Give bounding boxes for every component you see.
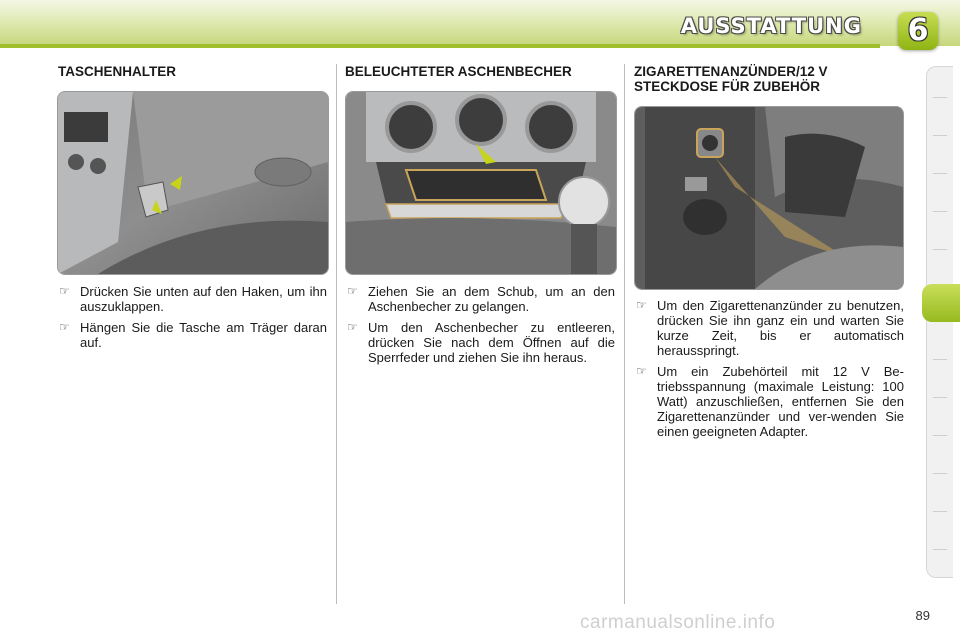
pointing-hand-icon: ☞ [59,320,70,334]
pointing-hand-icon: ☞ [636,364,647,378]
bullet-list-taschenhalter [57,284,327,356]
list-item [345,320,615,365]
chapter-tab-divider [933,397,947,398]
chapter-tab-rail [926,66,953,578]
chapter-tab-divider [933,135,947,136]
list-item [57,320,327,350]
chapter-tab-divider [933,511,947,512]
list-item-text: Um den Aschenbecher zu entleeren, drücken Sie nach dem Öffnen auf die Sperrfeder und ziehen Sie ihn heraus. [368,320,615,365]
bullet-list-zigarettenanzuender [634,298,904,445]
list-item-text: Drücken Sie unten auf den Haken, um ihn auszuklappen. [80,284,327,314]
list-item [634,298,904,358]
chapter-tab-divider [933,249,947,250]
chapter-tab-active[interactable] [922,284,960,322]
photo-ashtray [345,91,617,275]
list-item [345,284,615,314]
watermark: carmanualsonline.info [580,612,776,633]
list-item-text: Ziehen Sie an dem Schub, um an den Aschenbecher zu gelangen. [368,284,615,314]
section-heading-zigarettenanzuender: ZIGARETTENANZÜNDER/12 V STECKDOSE FÜR ZUBEHÖR [634,64,828,94]
chapter-badge [898,12,938,50]
column-divider [624,64,625,604]
bullet-list-aschenbecher [345,284,615,371]
chapter-title: AUSSTATTUNG [680,14,862,38]
photo-bag-hook [57,91,329,275]
list-item-text: Um ein Zubehörteil mit 12 V Be-triebsspannung (maximale Leistung: 100 Watt) anzuschließen, entfernen Sie den Zigarettenanzünder und ver-wenden Sie einen geeigneten Adapter. [657,364,904,439]
pointing-hand-icon: ☞ [347,320,358,334]
list-item-text: Um den Zigarettenanzünder zu benutzen, drücken Sie ihn ganz ein und warten Sie kurze Zeit, bis er automatisch herausspringt. [657,298,904,358]
chapter-tab-divider [933,549,947,550]
header-rule [0,44,880,48]
chapter-tab-divider [933,211,947,212]
page-number: 89 [915,608,930,623]
chapter-number: 6 [907,13,929,48]
chapter-tab-divider [933,473,947,474]
photo-cigarette-lighter [634,106,904,290]
chapter-tab-divider [933,435,947,436]
pointing-hand-icon: ☞ [347,284,358,298]
list-item-text: Hängen Sie die Tasche am Träger daran auf. [80,320,327,350]
pointing-hand-icon: ☞ [59,284,70,298]
section-heading-aschenbecher: BELEUCHTETER ASCHENBECHER [345,64,572,79]
list-item [634,364,904,439]
chapter-tab-divider [933,173,947,174]
column-divider [336,64,337,604]
chapter-tab-divider [933,97,947,98]
pointing-hand-icon: ☞ [636,298,647,312]
chapter-tab-divider [933,359,947,360]
list-item [57,284,327,314]
section-heading-taschenhalter: TASCHENHALTER [58,64,176,79]
